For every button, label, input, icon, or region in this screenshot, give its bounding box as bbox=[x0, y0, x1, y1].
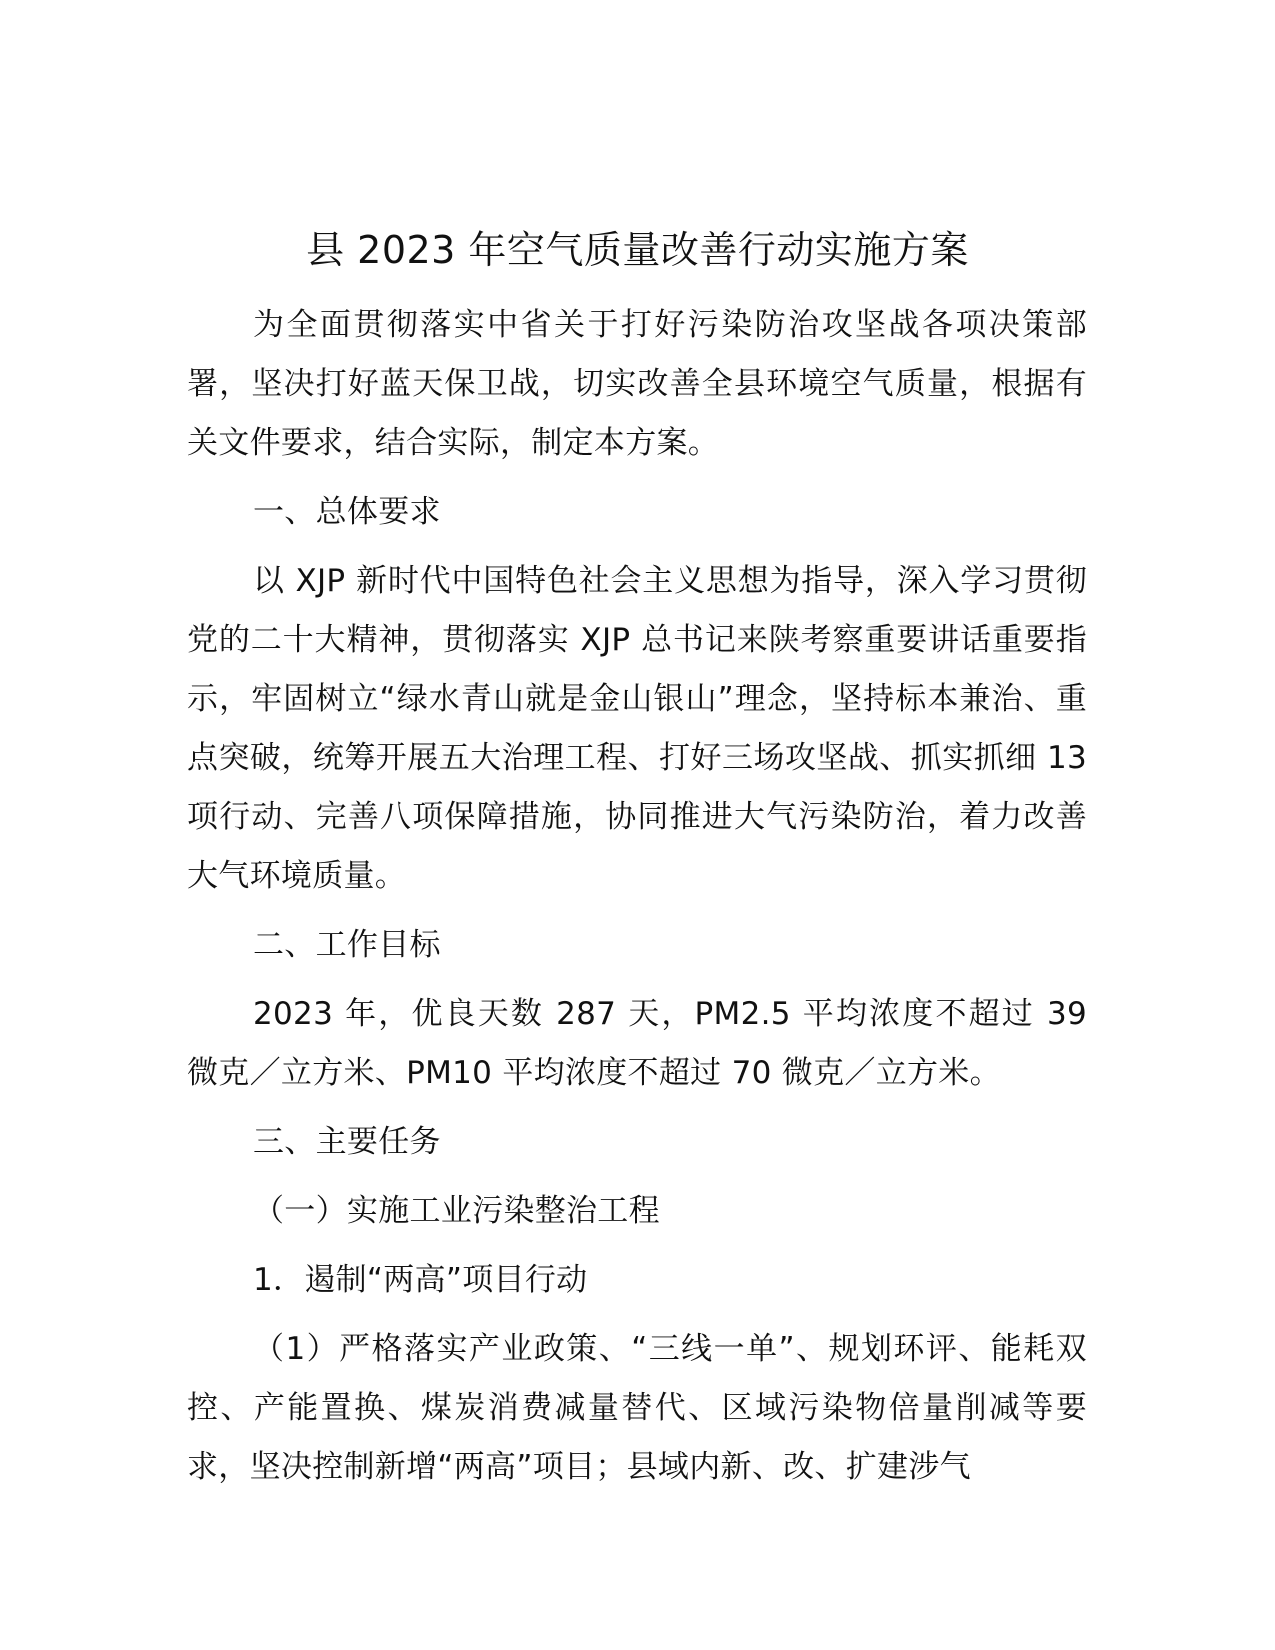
work-goals-paragraph: 2023 年，优良天数 287 天，PM2.5 平均浓度不超过 39 微克／立方米、PM10 平均浓度不超过 70 微克／立方米。 bbox=[187, 996, 1087, 1091]
item-heading-curb-projects: 1．遏制“两高”项目行动 bbox=[253, 1262, 588, 1298]
section-heading-work-goals: 二、工作目标 bbox=[253, 927, 441, 963]
section-heading-main-tasks: 三、主要任务 bbox=[253, 1124, 441, 1160]
subsection-heading-industrial: （一）实施工业污染整治工程 bbox=[253, 1193, 660, 1229]
general-requirements-paragraph: 以 XJP 新时代中国特色社会主义思想为指导，深入学习贯彻党的二十大精神，贯彻落实 XJP 总书记来陕考察重要讲话重要指示，牢固树立“绿水青山就是金山银山”理念，坚持标本兼治、重点突破，统筹开展五大治理工程、打好三场攻坚战、抓实抓细 13 项行动、完善八项保障措施，协同推进大气污染防治，着力改善大气环境质量。 bbox=[187, 563, 1087, 894]
document-title: 县 2023 年空气质量改善行动实施方案 bbox=[306, 228, 969, 272]
item-paragraph-1: （1）严格落实产业政策、“三线一单”、规划环评、能耗双控、产能置换、煤炭消费减量替代、区域污染物倍量削减等要求，坚决控制新增“两高”项目；县域内新、改、扩建涉气 bbox=[187, 1331, 1087, 1485]
intro-paragraph: 为全面贯彻落实中省关于打好污染防治攻坚战各项决策部署，坚决打好蓝天保卫战，切实改善全县环境空气质量，根据有关文件要求，结合实际，制定本方案。 bbox=[187, 307, 1087, 461]
document-body bbox=[187, 296, 1087, 1497]
section-heading-general-requirements: 一、总体要求 bbox=[253, 494, 441, 530]
